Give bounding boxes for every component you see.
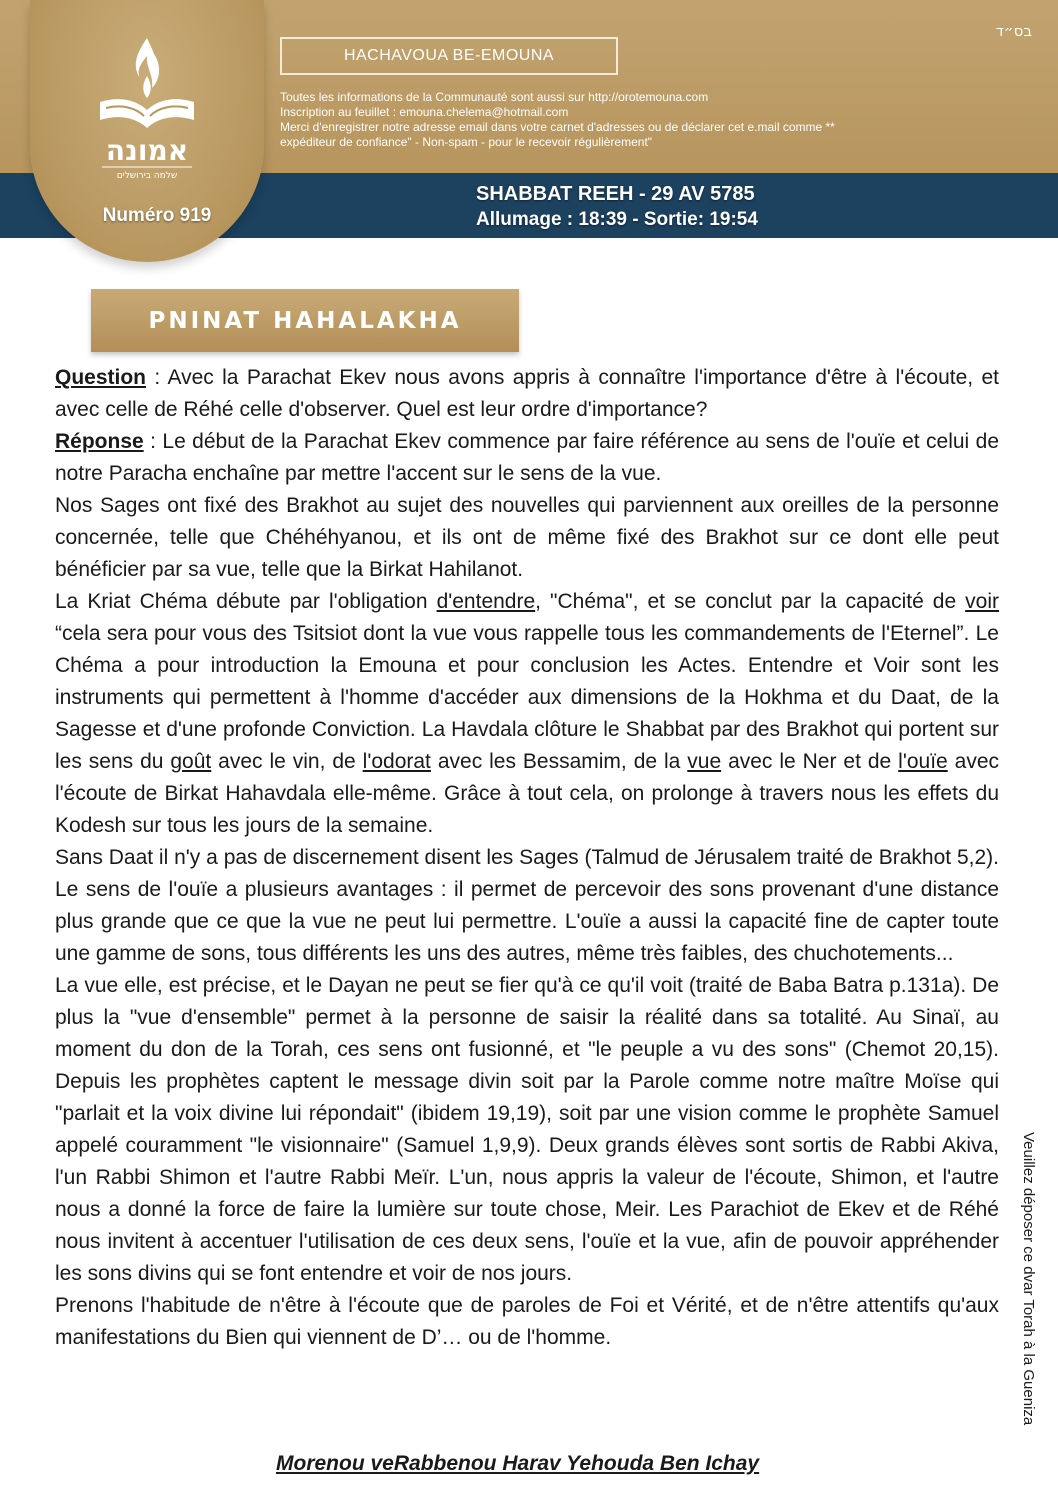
underlined-word: l'ouïe xyxy=(898,750,948,773)
underlined-word: d'entendre xyxy=(436,590,536,613)
info-line-trusted-2: expéditeur de confiance" - Non-spam - pour le recevoir régulièrement" xyxy=(280,135,653,149)
info-line-subscription: Inscription au feuillet : emouna.chelema@hotmail.com xyxy=(280,105,569,119)
shabbat-info xyxy=(476,181,836,233)
section-banner: PNINAT HAHALAKHA xyxy=(91,289,519,352)
text-run: avec les Bessamim, de la xyxy=(430,750,688,773)
paragraph-kriat-chema xyxy=(55,586,999,842)
answer-text: : Le début de la Parachat Ekev commence par faire référence au sens de l'ouïe et celui de notre Paracha enchaîne par mettre l'accent sur le sens de la vue. xyxy=(55,430,999,485)
question-text: : Avec la Parachat Ekev nous avons appris à connaître l'importance d'être à l'écoute, et avec celle de Réhé celle d'observer. Quel est leur ordre d'importance? xyxy=(55,366,999,421)
info-line-website: Toutes les informations de la Communauté sont aussi sur http://orotemouna.com xyxy=(280,90,709,104)
header-info xyxy=(280,90,980,150)
logo-hebrew-text: אמונה xyxy=(105,134,189,167)
underlined-word: goût xyxy=(170,750,212,773)
answer-label: Réponse xyxy=(55,430,144,453)
newsletter-title: HACHAVOUA BE-EMOUNA xyxy=(280,37,618,75)
text-run: “cela sera pour vous des Tsitsiot dont la vue vous rappelle tous les commandements de l'Eternel”. Le Chéma a pour introduction la Emouna et pour conclusion les Actes. Entendre et Voir sont les instruments qui permettent à l'homme d'accéder aux dimensions de la Hokhma et du Daat, de la Sagesse et d'une profonde Conviction. La Havdala clôture le Shabbat par des Brakhot qui portent sur les sens du xyxy=(55,622,999,773)
logo-hebrew-subtext: שלמה בירושלים xyxy=(116,171,178,181)
text-run: avec le vin, de xyxy=(211,750,363,773)
text-run: avec l'écoute de Birkat Hahavdala elle-même. Grâce à tout cela, on prolonge à travers nous les effets du Kodesh sur tous les jours de la semaine. xyxy=(55,750,1000,837)
text-run: , "Chéma", et se conclut par la capacité de xyxy=(535,590,966,613)
paragraph-daat: Sans Daat il n'y a pas de discernement disent les Sages (Talmud de Jérusalem traité de Brakhot 5,2). Le sens de l'ouïe a plusieurs avantages : il permet de percevoir des sons provenant d'une distance plus grande que ce que la vue ne peut lui permettre. L'ouïe a aussi la capacité fine de capter toute une gamme de sons, tous différents les uns des autres, même très faibles, des chuchotements... xyxy=(55,846,999,965)
question-paragraph xyxy=(55,362,999,426)
paragraph-vue: La vue elle, est précise, et le Dayan ne peut se fier qu'à ce qu'il voit (traité de Baba Batra p.131a). De plus la "vue d'ensemble" permet à la personne de saisir la réalité dans sa totalité. Au Sinaï, au moment du don de la Torah, ces sens ont fusionné, et "le peuple a vu des sons" (Chemot 20,15). Depuis les prophètes captent le message divin soit par la Parole comme notre maître Moïse qui "parlait et la voix divine lui répondait" (ibidem 19,19), soit par une vision comme le prophète Samuel appelé couramment "le visionnaire" (Samuel 1,9,9). Deux grands élèves sont sortis de Rabbi Akiva, l'un Rabbi Shimon et l'autre Rabbi Meïr. L'un, nous appris la valeur de l'écoute, Shimon, et l'autre nous a donné la force de faire la lumière sur toute chose, Meir. Les Parachiot de Ekev et de Réhé nous invitent à accentuer l'utilisation de ces deux sens, l'ouïe et la vue, afin de pouvoir appréhender les sons divins qui se font entendre et voir de nos jours. xyxy=(55,974,999,1285)
underlined-word: voir xyxy=(965,590,1000,613)
author-signature: Morenou veRabbenou Harav Yehouda Ben Ichay xyxy=(276,1452,760,1475)
info-line-trusted-1: Merci d'enregistrer notre adresse email dans votre carnet d'adresses ou de déclarer cet e.mail comme ** xyxy=(280,120,835,134)
paragraph-brakhot: Nos Sages ont fixé des Brakhot au sujet des nouvelles qui parviennent aux oreilles de la personne concernée, telle que Chéhéhyanou, et ils ont de même fixé des Brakhot sur ce dont elle peut bénéficier par sa vue, telle que la Birkat Hahilanot. xyxy=(55,494,999,581)
question-label: Question xyxy=(55,366,147,389)
article-body xyxy=(55,362,999,1354)
paragraph-conclusion: Prenons l'habitude de n'être à l'écoute que de paroles de Foi et Vérité, et de n'être attentifs qu'aux manifestations du Bien qui viennent de D’… ou de l'homme. xyxy=(55,1294,999,1349)
text-run: avec le Ner et de xyxy=(721,750,899,773)
bsd-mark: בס״ד xyxy=(995,22,1032,40)
answer-paragraph xyxy=(55,426,999,490)
text-run: La Kriat Chéma débute par l'obligation xyxy=(55,590,437,613)
underlined-word: vue xyxy=(687,750,722,773)
guenizah-note: Veuillez déposer ce dvar Torah à la Guenizа xyxy=(1020,1132,1037,1426)
candle-times: Allumage : 18:39 - Sortie: 19:54 xyxy=(476,209,758,230)
emouna-logo-icon xyxy=(92,36,202,181)
shabbat-title: SHABBAT REEH - 29 AV 5785 xyxy=(476,183,755,205)
underlined-word: l'odorat xyxy=(362,750,431,773)
issue-number: Numéro 919 xyxy=(102,205,212,226)
